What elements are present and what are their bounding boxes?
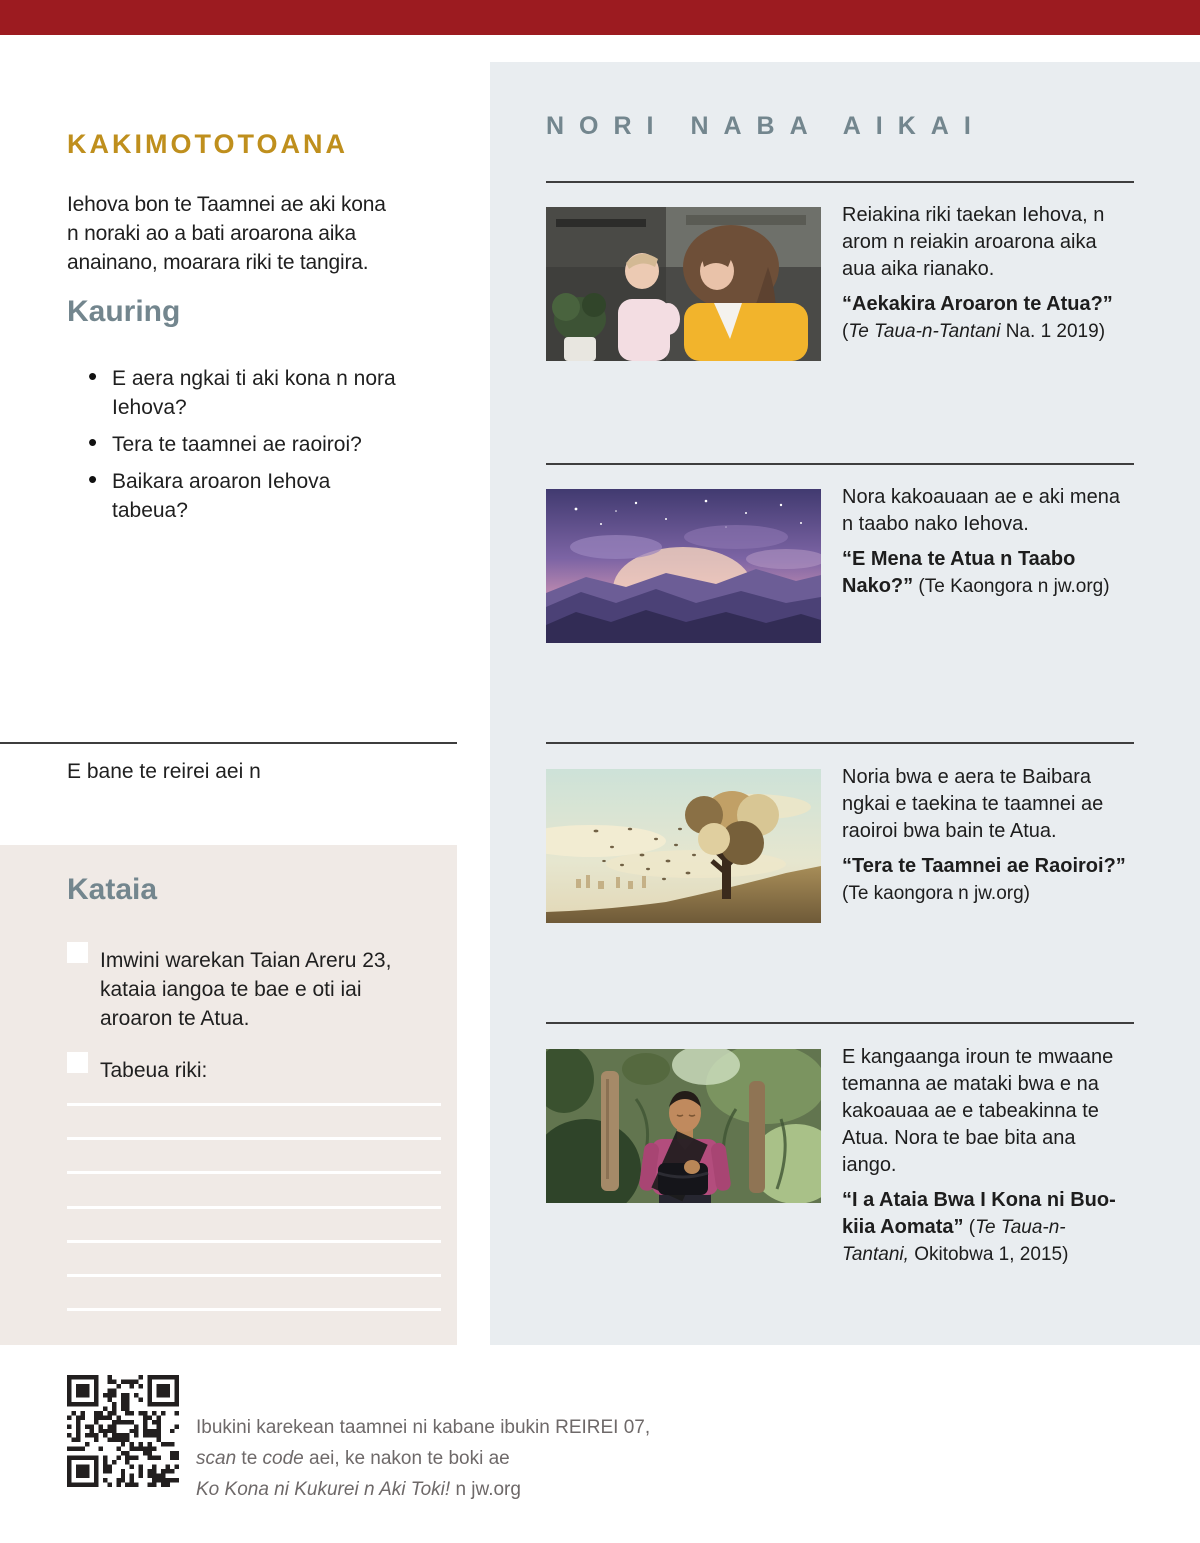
review-question: • E aera ngkai ti aki kona n nora Iehova? <box>88 364 400 422</box>
summary-paragraph: Iehova bon te Taamnei ae aki kona n noraki ao a bati aroarona aika anainano, moarara riki te tangira. <box>67 193 386 274</box>
entry-illustration-sunset[interactable] <box>546 489 821 643</box>
entry-photo-mother-child[interactable] <box>546 207 821 361</box>
review-question: • Tera te taamnei ae raoiroi? <box>88 430 400 459</box>
see-also-panel <box>490 62 1200 1345</box>
article-title[interactable]: “E Mena te Atua n Taabo Nako?” <box>842 548 1076 597</box>
completion-note: E bane te reirei aei n <box>67 760 261 783</box>
media-entry <box>546 766 1129 923</box>
article-title[interactable]: “I a Ataia Bwa I Kona ni Buo-kiia Aomata” <box>842 1189 1116 1238</box>
review-question: • Baikara aroaron Iehova tabeua? <box>88 467 400 525</box>
entry-divider <box>546 463 1134 465</box>
task-item: Tabeua riki: <box>100 1059 208 1082</box>
completion-divider <box>0 742 457 744</box>
task-checkbox[interactable] <box>67 942 88 963</box>
entry-divider <box>546 181 1134 183</box>
task-item: Imwini warekan Taian Areru 23, kataia iangoa te bae e oti iai aroaron te Atua. <box>100 949 392 1030</box>
writing-line <box>67 1171 441 1174</box>
citation: (Te Taua-n-Tantani, Okitobwa 1, 2015) <box>842 1217 1069 1265</box>
media-entry <box>546 1046 1129 1268</box>
task-checkbox[interactable] <box>67 1052 88 1073</box>
entry-divider <box>546 1022 1134 1024</box>
writing-line <box>67 1274 441 1277</box>
entry-body: Noria bwa e aera te Baibara ngkai e taekina te taamnei ae raoiroi bwa bain te Atua. <box>842 766 1104 842</box>
try-it-panel <box>0 845 457 1345</box>
footer-note <box>196 1412 796 1505</box>
review-heading: Kauring <box>67 295 181 328</box>
writing-line <box>67 1240 441 1243</box>
entry-body: Reiakina riki taekan Iehova, n arom n reiakin aroarona aika aua aika rianako. <box>842 204 1105 280</box>
try-it-heading: Kataia <box>67 873 158 906</box>
entry-body: E kangaanga iroun te mwaane temanna ae mataki bwa e na kakoauaa ae e tabeakinna te Atua. Nora te bae bita ana iango. <box>842 1046 1114 1176</box>
media-entry <box>546 204 1129 361</box>
entry-body: Nora kakoauaan ae e aki mena n taabo nako Iehova. <box>842 486 1120 535</box>
writing-line <box>67 1103 441 1106</box>
entry-text <box>842 484 1129 600</box>
review-question-list <box>88 364 400 533</box>
media-entry <box>546 486 1129 643</box>
article-title[interactable]: “Tera te Taamnei ae Raoiroi?” <box>842 855 1126 877</box>
entry-divider <box>546 742 1134 744</box>
writing-line <box>67 1206 441 1209</box>
footer-line2: scan te code aei, ke nakon te boki ae <box>196 1448 510 1469</box>
see-also-heading: NORI NABA AIKAI <box>546 112 986 140</box>
footer-line1: Ibukini karekean taamnei ni kabane ibukin REIREI 07, <box>196 1417 651 1438</box>
citation: (Te Taua-n-Tantani Na. 1 2019) <box>842 321 1106 342</box>
citation: (Te kaongora n jw.org) <box>842 883 1030 904</box>
entry-text <box>842 202 1129 345</box>
entry-photo-blind-man[interactable] <box>546 1049 821 1203</box>
entry-illustration-tree[interactable] <box>546 769 821 923</box>
article-title[interactable]: “Aekakira Aroaron te Atua?” <box>842 293 1113 315</box>
qr-code <box>67 1375 179 1487</box>
entry-text <box>842 764 1129 907</box>
top-accent-bar <box>0 0 1200 35</box>
writing-line <box>67 1137 441 1140</box>
page-title: KAKIMOTOTOANA <box>67 129 348 160</box>
citation: (Te Kaongora n jw.org) <box>913 576 1110 597</box>
footer-line3: Ko Kona ni Kukurei n Aki Toki! n jw.org <box>196 1479 521 1500</box>
entry-text <box>842 1044 1129 1268</box>
writing-line <box>67 1308 441 1311</box>
